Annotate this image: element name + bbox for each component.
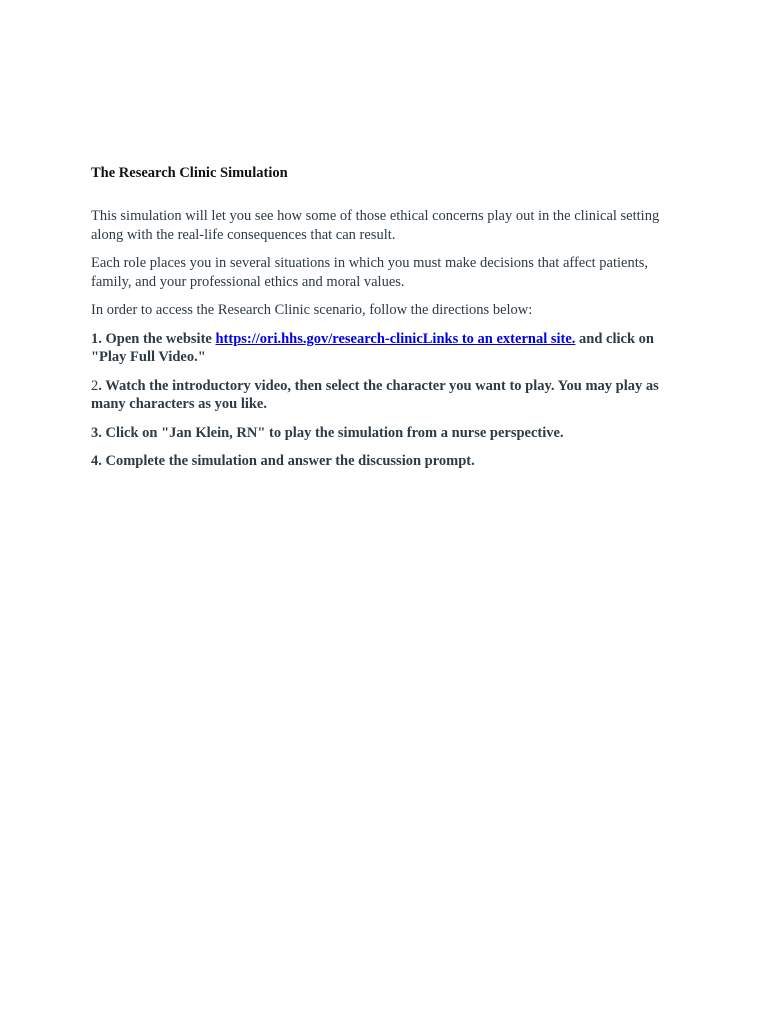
directions-intro: In order to access the Research Clinic scenario, follow the directions below: <box>91 302 533 318</box>
step-2-text: . Watch the introductory video, then select the character you want to play. You may play as many characters as you like. <box>91 377 659 412</box>
step-1-prefix: 1. Open the website <box>91 330 216 347</box>
step-3: 3. Click on "Jan Klein, RN" to play the simulation from a nurse perspective. <box>91 424 564 441</box>
roles-paragraph: Each role places you in several situations in which you must make decisions that affect patients, family, and your professional ethics and moral values. <box>91 255 649 290</box>
document-body <box>91 164 691 481</box>
step-2 <box>91 377 691 414</box>
step-1 <box>91 330 691 367</box>
document-title: The Research Clinic Simulation <box>91 165 288 181</box>
research-clinic-link[interactable]: https://ori.hhs.gov/research-clinicLinks to an external site. <box>215 330 576 347</box>
step-4: 4. Complete the simulation and answer the discussion prompt. <box>91 453 475 469</box>
intro-paragraph: This simulation will let you see how some of those ethical concerns play out in the clinical setting along with the real-life consequences that can result. <box>91 208 660 243</box>
step-2-number: 2 <box>91 377 99 394</box>
step-1-suffix: and click on "Play Full Video." <box>91 330 654 365</box>
